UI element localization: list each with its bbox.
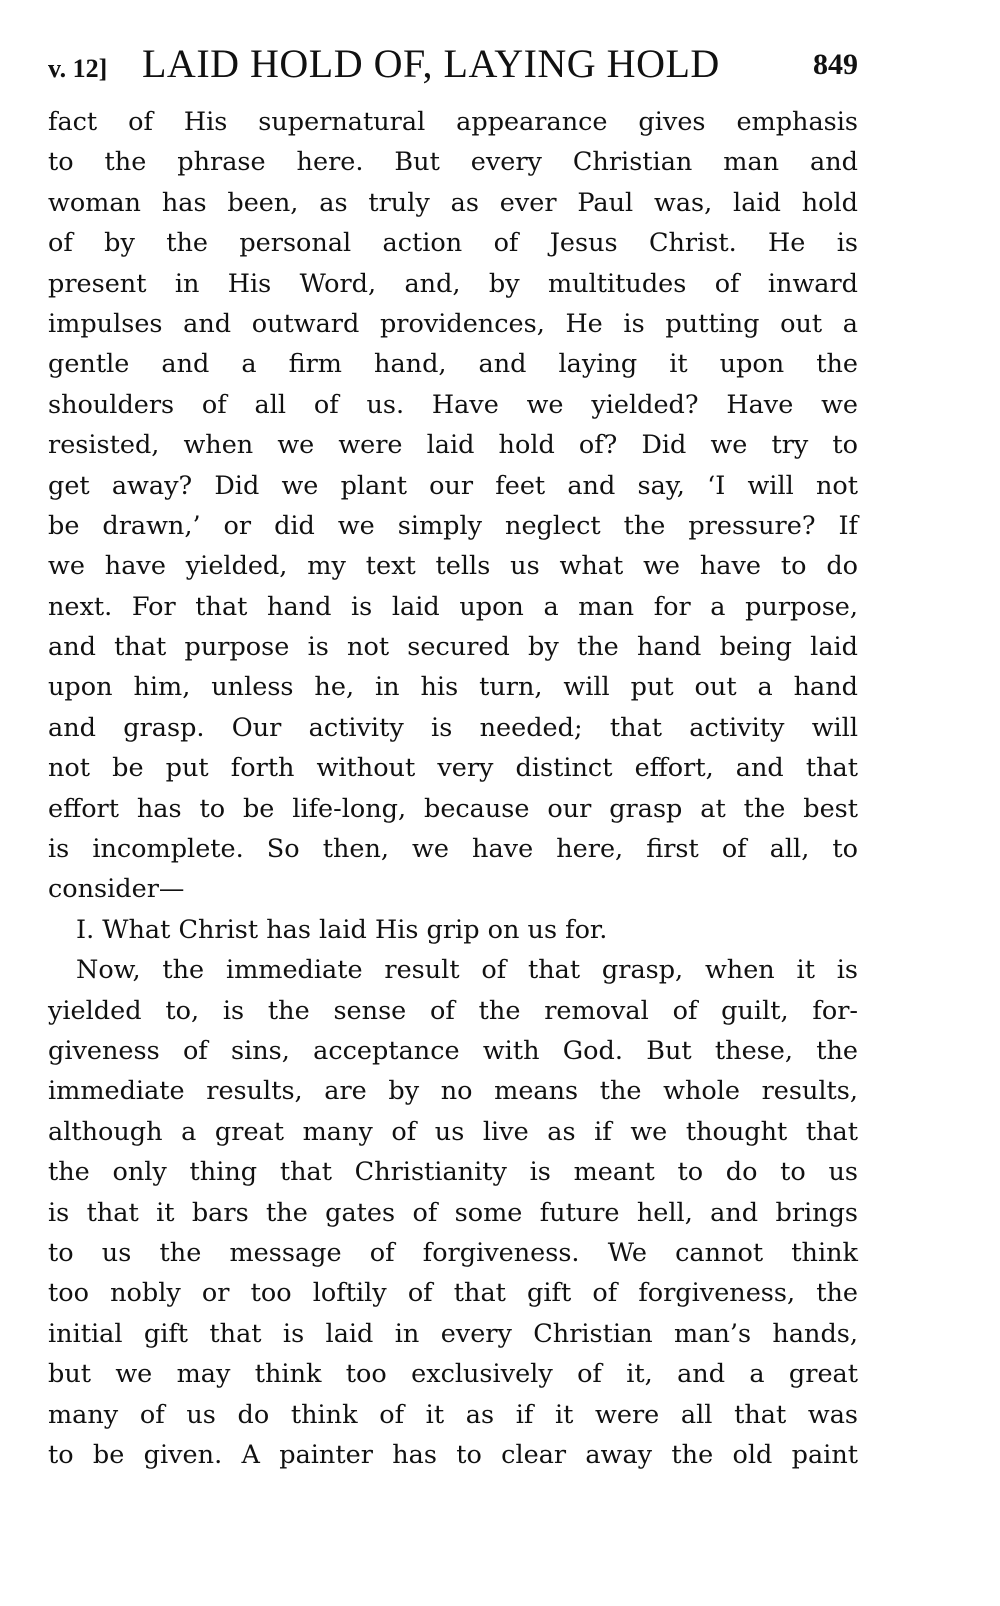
book-page	[48, 40, 858, 1475]
paragraph-1	[48, 102, 858, 910]
text-line: although a great many of us live as if we thought that	[48, 1116, 858, 1147]
text-line: shoulders of all of us. Have we yielded? Have we	[48, 389, 858, 420]
body-text	[48, 102, 858, 1475]
text-line: giveness of sins, acceptance with God. But these, the	[48, 1035, 858, 1066]
text-line: many of us do think of it as if it were all that was	[48, 1399, 858, 1430]
text-line: upon him, unless he, in his turn, will put out a hand	[48, 672, 858, 703]
section-heading: I. What Christ has laid His grip on us for.	[76, 914, 608, 945]
text-line: initial gift that is laid in every Christian man’s hands,	[48, 1318, 858, 1349]
text-line: to the phrase here. But every Christian man and	[48, 147, 858, 178]
text-line: be drawn,’ or did we simply neglect the pressure? If	[48, 510, 858, 541]
text-line: gentle and a firm hand, and laying it upon the	[48, 349, 858, 380]
text-line: is that it bars the gates of some future hell, and brings	[48, 1197, 858, 1228]
text-line: fact of His supernatural appearance gives emphasis	[48, 107, 858, 137]
running-title: LAID HOLD OF, LAYING HOLD	[142, 41, 720, 86]
text-line: yielded to, is the sense of the removal of guilt, for-	[48, 995, 858, 1026]
text-line: not be put forth without very distinct effort, and that	[48, 753, 858, 784]
text-line: consider—	[48, 874, 185, 905]
text-line: to us the message of forgiveness. We cannot think	[48, 1237, 858, 1268]
text-line: the only thing that Christianity is meant to do to us	[48, 1157, 858, 1188]
text-line: present in His Word, and, by multitudes of inward	[48, 268, 858, 299]
paragraph-2	[48, 950, 858, 1475]
text-line: and that purpose is not secured by the hand being laid	[48, 632, 858, 663]
page-number: 849	[813, 48, 858, 81]
text-line: and grasp. Our activity is needed; that activity will	[48, 712, 858, 743]
text-line: impulses and outward providences, He is putting out a	[48, 308, 858, 339]
text-line: woman has been, as truly as ever Paul was, laid hold	[48, 187, 858, 218]
text-line: effort has to be life-long, because our grasp at the best	[48, 793, 858, 824]
text-line: is incomplete. So then, we have here, first of all, to	[48, 834, 858, 865]
text-line: immediate results, are by no means the whole results,	[48, 1076, 858, 1107]
text-line: we have yielded, my text tells us what we have to do	[48, 551, 858, 582]
text-line: resisted, when we were laid hold of? Did we try to	[48, 430, 858, 461]
text-line: too nobly or too loftily of that gift of forgiveness, the	[48, 1278, 858, 1309]
text-line: next. For that hand is laid upon a man for a purpose,	[48, 591, 858, 622]
text-line: Now, the immediate result of that grasp, when it is	[76, 955, 858, 986]
text-line: but we may think too exclusively of it, and a great	[48, 1359, 858, 1390]
running-head	[48, 40, 858, 92]
text-line: to be given. A painter has to clear away the old paint	[48, 1439, 858, 1470]
text-line: of by the personal action of Jesus Christ. He is	[48, 228, 858, 259]
text-line: get away? Did we plant our feet and say, ‘I will not	[48, 470, 858, 501]
verse-reference: v. 12]	[48, 54, 108, 83]
